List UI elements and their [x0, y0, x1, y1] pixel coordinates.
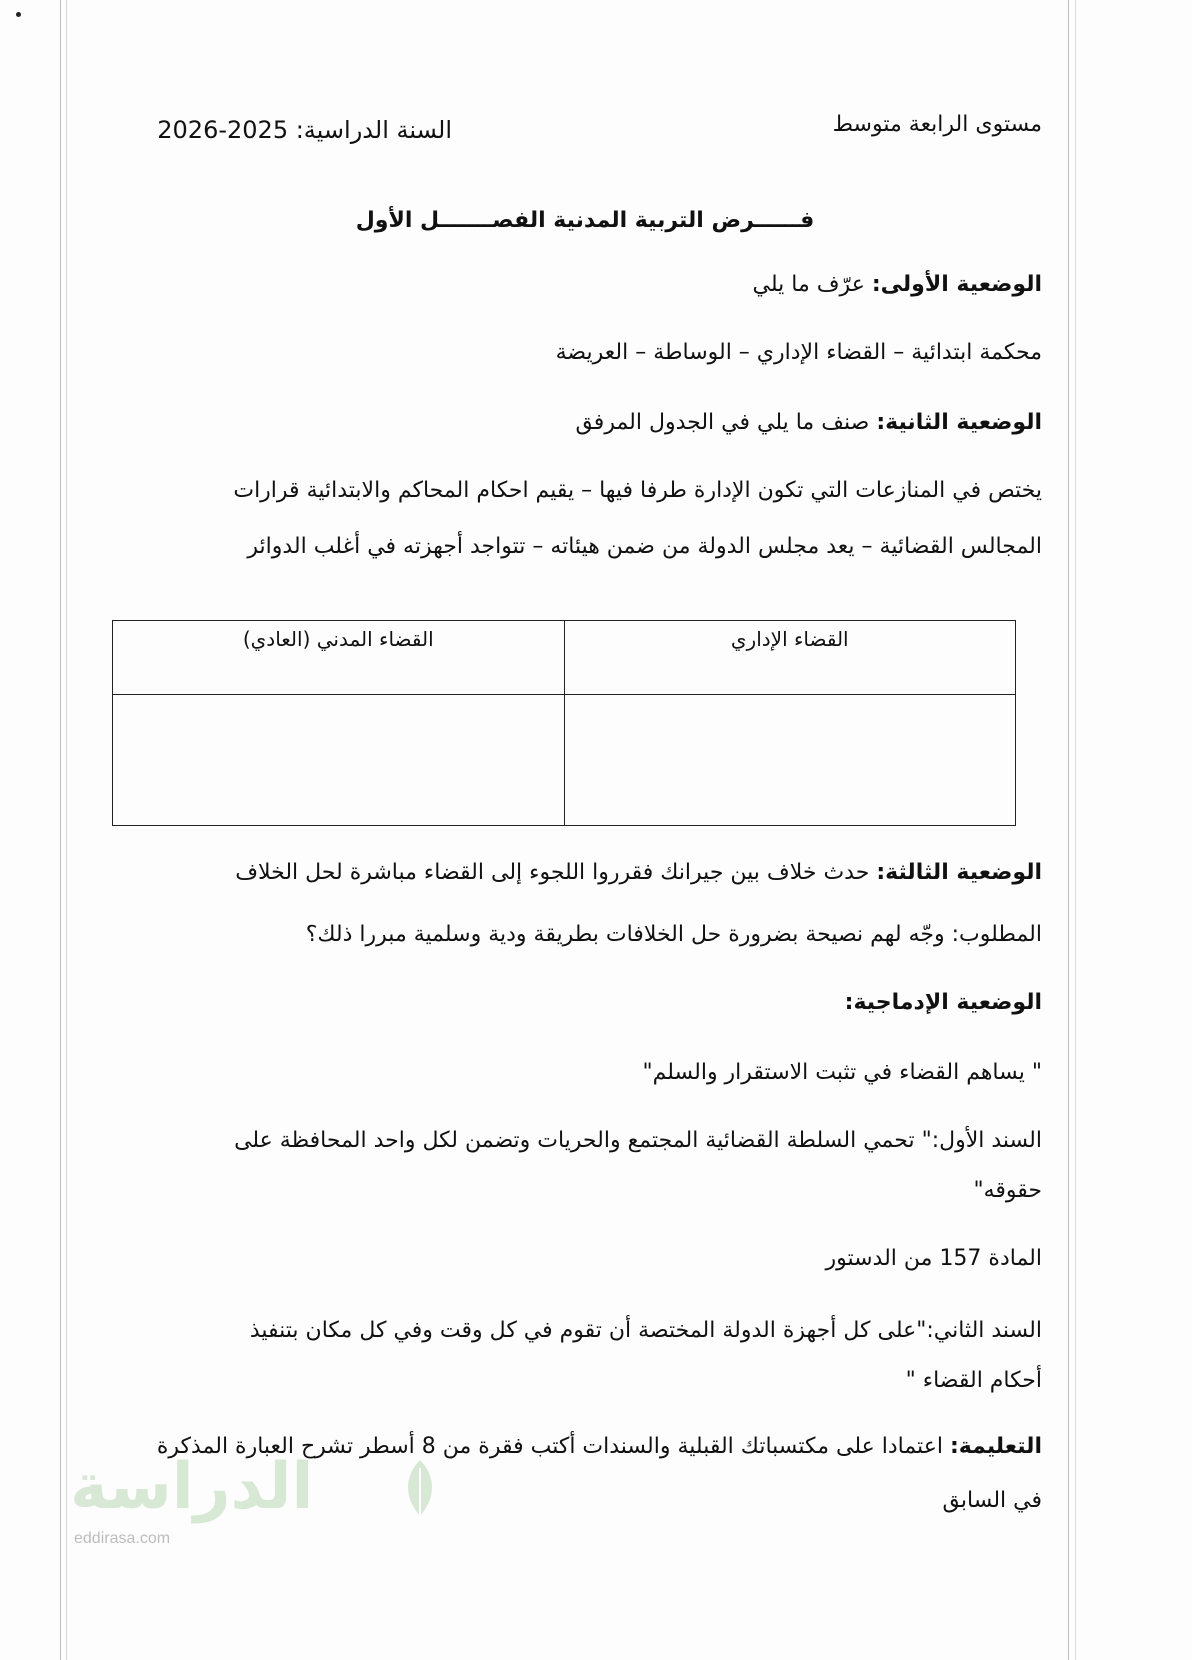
integration-label: الوضعية الإدماجية:: [844, 990, 1042, 1015]
integration-quote: " يساهم القضاء في تثبت الاستقرار والسلم": [642, 1060, 1042, 1085]
leaf-icon: [400, 1458, 440, 1518]
situation2-items-line2: المجالس القضائية – يعد مجلس الدولة من ضمن هيئاته – تتواجد أجهزته في أغلب الدوائر: [247, 534, 1042, 559]
instruction-text: اعتمادا على مكتسباتك القبلية والسندات أكتب فقرة من 8 أسطر تشرح العبارة المذكرة: [156, 1434, 943, 1459]
doc2-line1: السند الثاني:"على كل أجهزة الدولة المختصة أن تقوم في كل وقت وفي كل مكان بتنفيذ: [249, 1318, 1042, 1343]
situation1-instruction: عرّف ما يلي: [752, 272, 865, 297]
doc1-source: المادة 157 من الدستور: [825, 1246, 1042, 1271]
watermark-name: الدراسة: [70, 1450, 314, 1524]
situation3-label: الوضعية الثالثة:: [876, 860, 1042, 885]
situation3-text: حدث خلاف بين جيرانك فقرروا اللجوء إلى القضاء مباشرة لحل الخلاف: [235, 860, 870, 885]
school-year: السنة الدراسية: 2025-2026: [157, 116, 452, 144]
table-cell-civil-answer[interactable]: [113, 695, 565, 826]
exam-title: فــــــرض التربية المدنية الفصـــــــل الأول: [355, 208, 815, 233]
watermark-url: eddirasa.com: [74, 1530, 171, 1547]
situation2-instruction: صنف ما يلي في الجدول المرفق: [575, 410, 870, 435]
scan-margin-line: [1068, 0, 1069, 1660]
situation1-heading: [753, 272, 1042, 297]
doc2-line2: أحكام القضاء ": [905, 1368, 1042, 1393]
grade-level: مستوى الرابعة متوسط: [832, 112, 1042, 137]
classification-table: [112, 620, 1016, 826]
doc1-line2: حقوقه": [973, 1178, 1042, 1203]
scan-dot: [16, 12, 21, 17]
scan-margin-line: [66, 0, 67, 1660]
situation2-heading: [575, 410, 1042, 435]
doc1-line1: السند الأول:" تحمي السلطة القضائية المجتمع والحريات وتضمن لكل واحد المحافظة على: [234, 1128, 1042, 1153]
situation2-label: الوضعية الثانية:: [876, 410, 1042, 435]
situation1-label: الوضعية الأولى:: [871, 272, 1042, 297]
situation2-items-line1: يختص في المنازعات التي تكون الإدارة طرفا فيها – يقيم احكام المحاكم والابتدائية قرارات: [233, 478, 1042, 503]
instruction-line2: في السابق: [942, 1488, 1042, 1513]
instruction-label: التعليمة:: [949, 1434, 1042, 1459]
situation1-terms: محكمة ابتدائية – القضاء الإداري – الوساطة – العريضة: [555, 340, 1042, 365]
integration-heading: [845, 990, 1042, 1015]
table-header-admin: القضاء الإداري: [564, 621, 1016, 695]
situation3-heading: [235, 860, 1042, 885]
situation3-task: المطلوب: وجّه لهم نصيحة بضرورة حل الخلافات بطريقة ودية وسلمية مبررا ذلك؟: [305, 922, 1042, 947]
table-cell-admin-answer[interactable]: [564, 695, 1016, 826]
watermark: [70, 1450, 440, 1560]
table-header-civil: القضاء المدني (العادي): [113, 621, 565, 695]
scan-margin-line: [1075, 0, 1076, 1660]
scan-margin-line: [60, 0, 61, 1660]
